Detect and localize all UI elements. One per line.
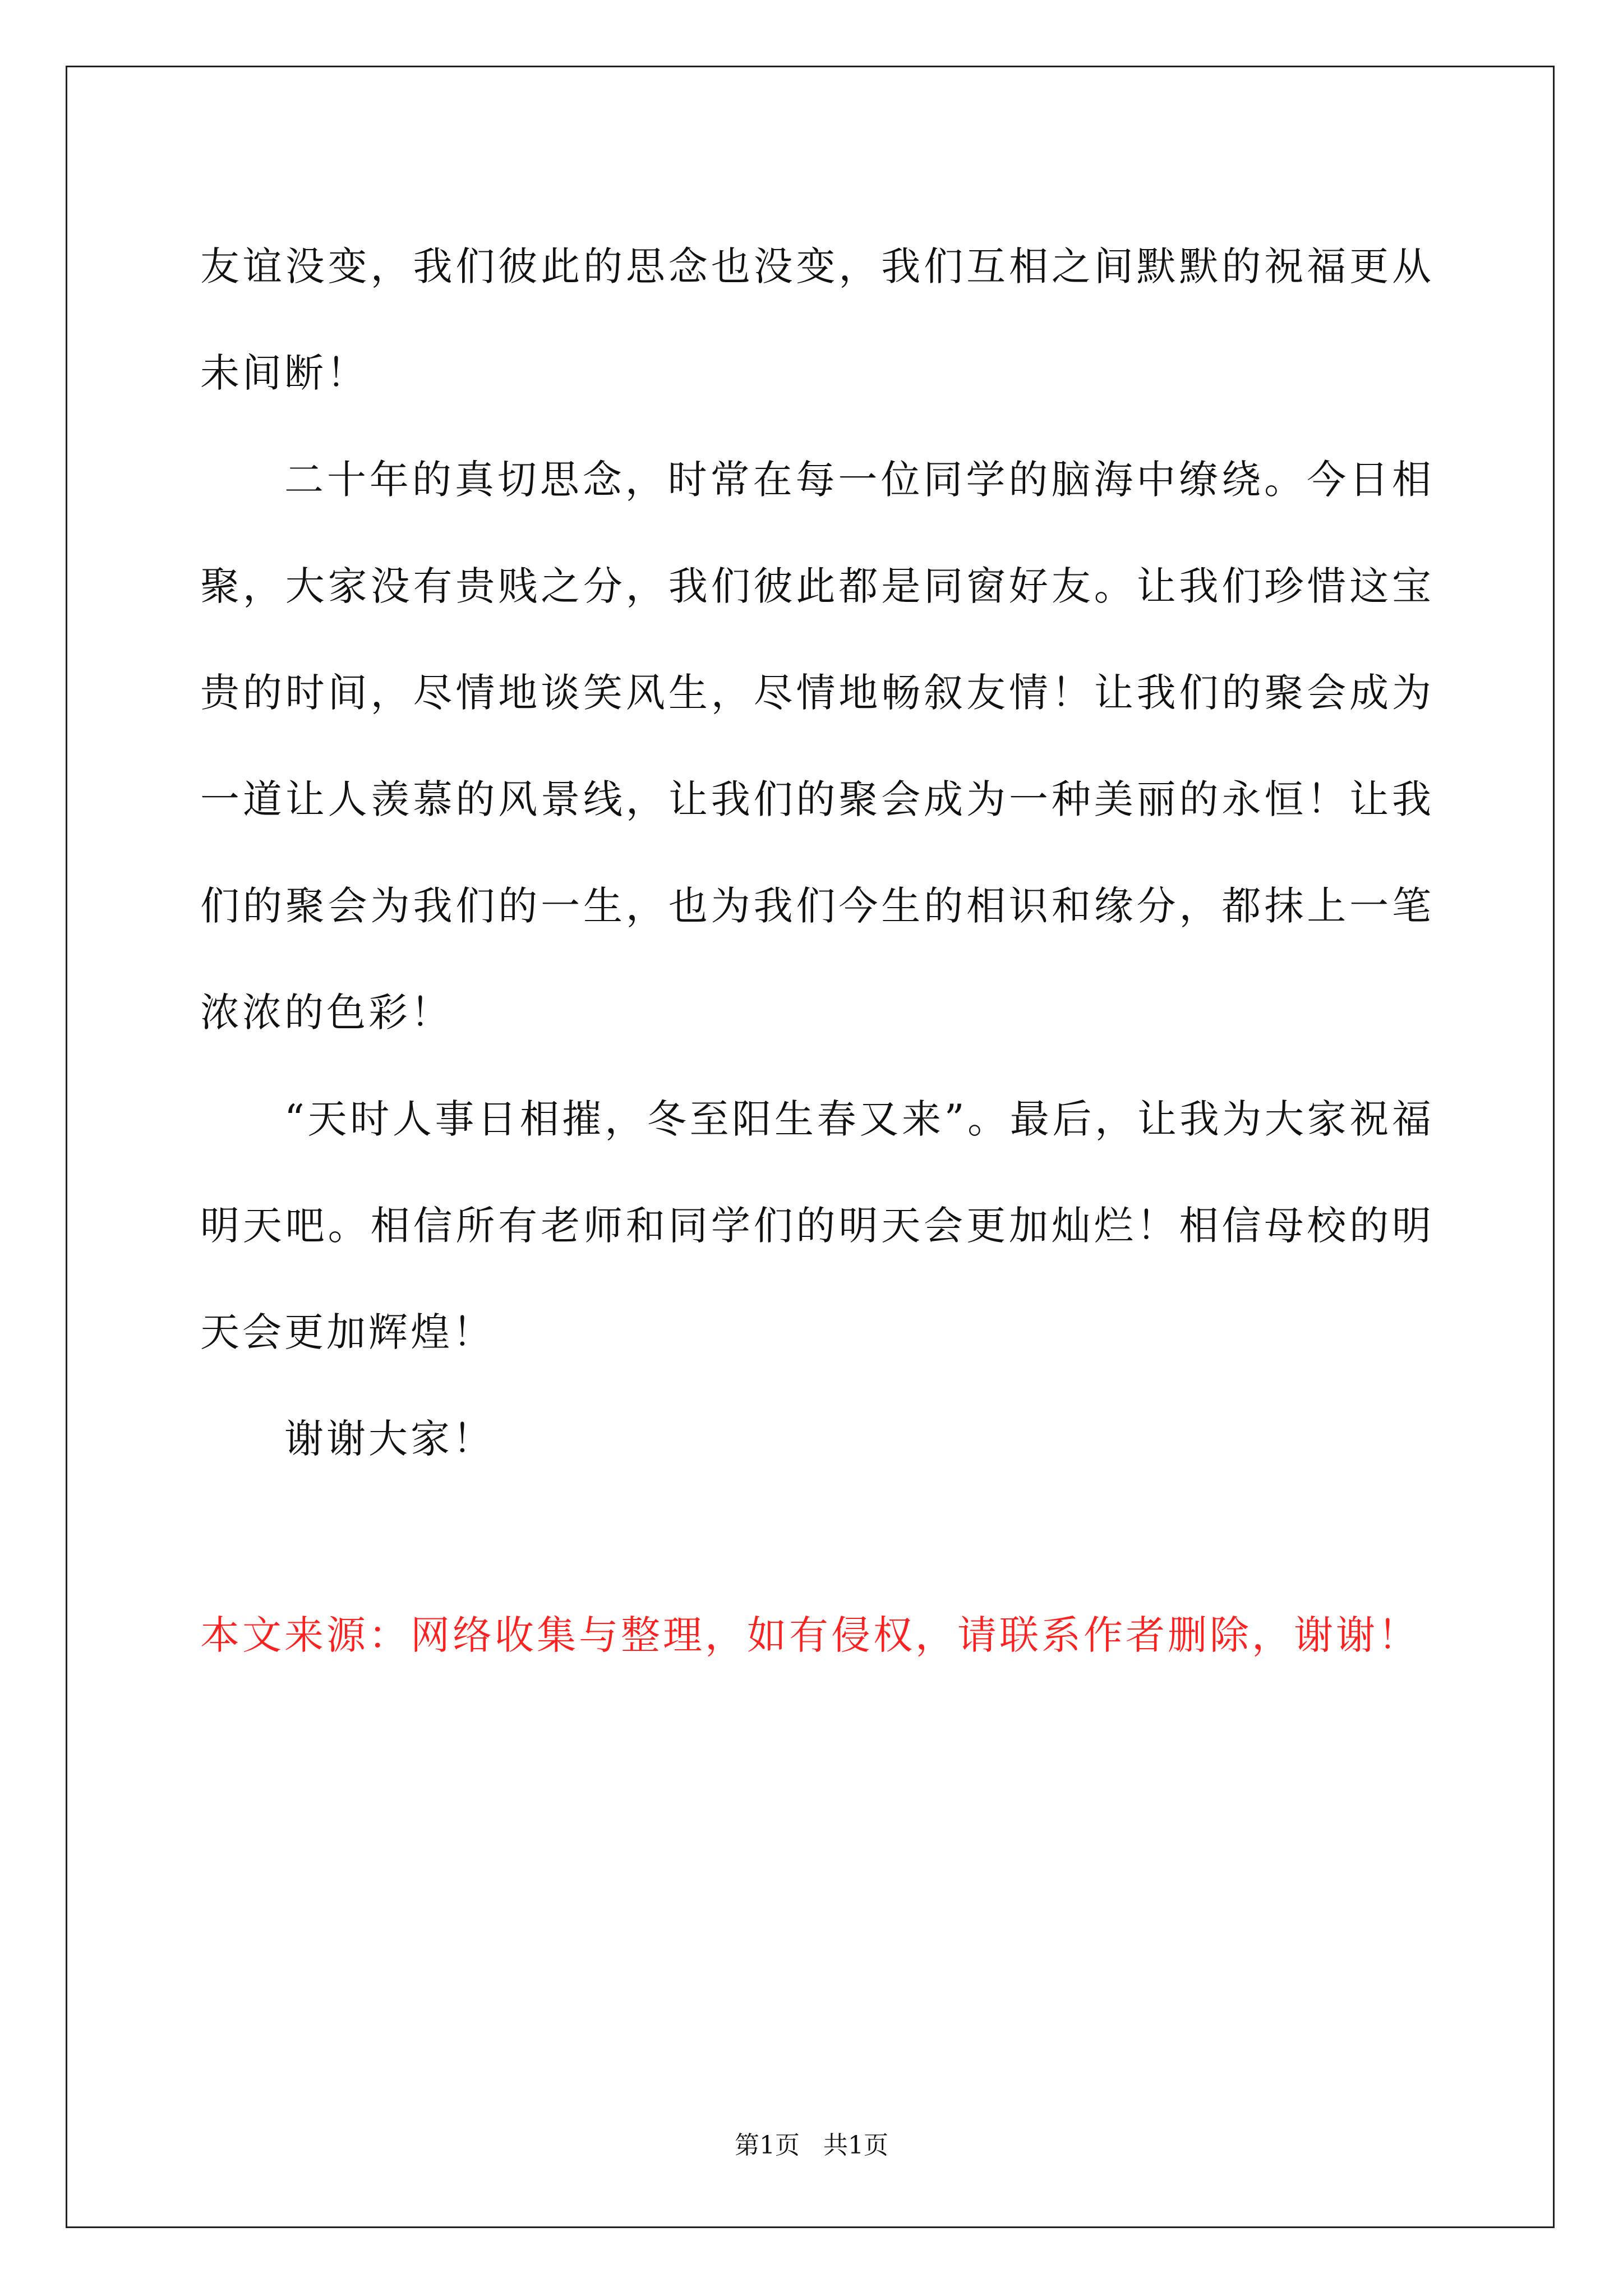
paragraph: 二十年的真切思念，时常在每一位同学的脑海中缭绕。今日相聚，大家没有贵贱之分，我们彼此都是同窗好友。让我们珍惜这宝贵的时间，尽情地谈笑风生，尽情地畅叙友情！让我们的聚会成为一道让人羡慕的风景线，让我们的聚会成为一种美丽的永恒！让我们的聚会为我们的一生，也为我们今生的相识和缘分，都抹上一笔浓浓的色彩！ [200,457,1434,1036]
paragraph: “天时人事日相摧，冬至阳生春又来”。最后，让我为大家祝福明天吧。相信所有老师和同学们的明天会更加灿烂！相信母校的明天会更加辉煌！ [200,1096,1434,1355]
page-number-footer: 第1页 共1页 [735,2131,888,2160]
source-disclaimer: 本文来源：网络收集与整理，如有侵权，请联系作者删除，谢谢！ [200,1612,1420,1658]
document-body [200,213,1434,1492]
paragraph: 友谊没变，我们彼此的思念也没变，我们互相之间默默的祝福更从未间断！ [200,243,1434,396]
closing-paragraph: 谢谢大家！ [284,1416,495,1462]
